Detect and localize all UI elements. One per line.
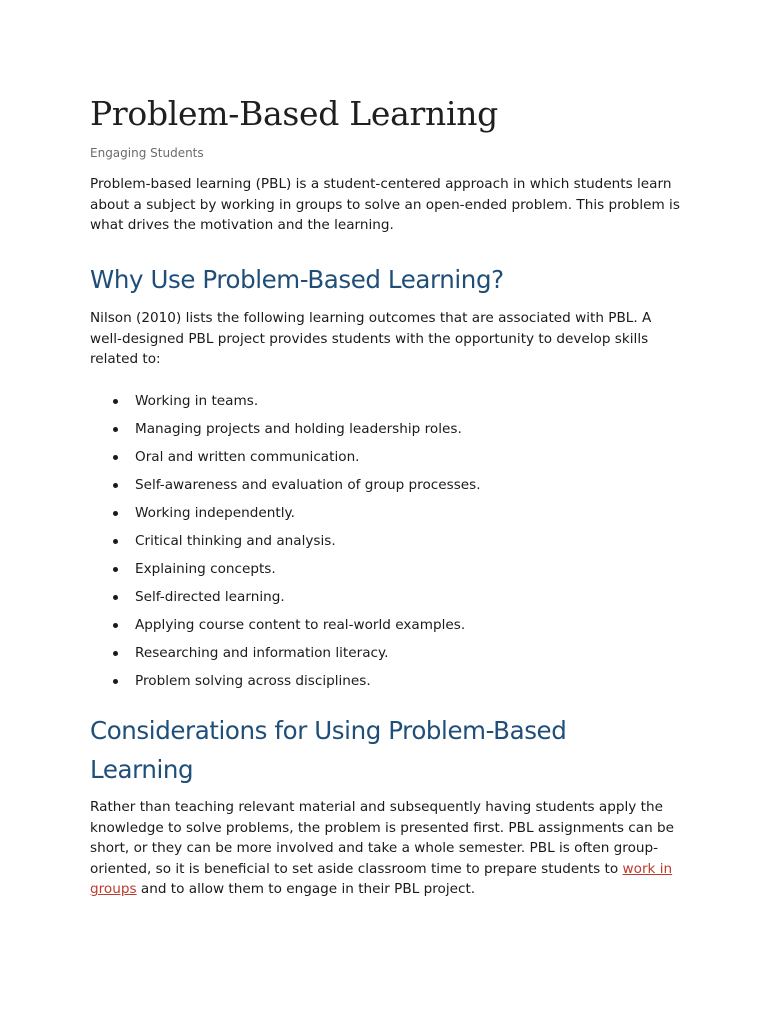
list-item: Self-awareness and evaluation of group processes. bbox=[90, 474, 481, 502]
page-title: Problem-Based Learning bbox=[90, 94, 498, 133]
considerations-paragraph bbox=[90, 797, 682, 900]
section-heading-why: Why Use Problem-Based Learning? bbox=[90, 265, 504, 294]
list-item: Managing projects and holding leadership roles. bbox=[90, 418, 481, 446]
list-item: Researching and information literacy. bbox=[90, 642, 481, 670]
section-heading-considerations: Considerations for Using Problem-Based Learning bbox=[90, 716, 567, 784]
list-item: Oral and written communication. bbox=[90, 446, 481, 474]
page-subtitle: Engaging Students bbox=[90, 146, 204, 160]
why-paragraph: Nilson (2010) lists the following learning outcomes that are associated with PBL. A well-designed PBL project provides students with the opportunity to develop skills related to: bbox=[90, 310, 652, 367]
list-item: Self-directed learning. bbox=[90, 586, 481, 614]
list-item: Working independently. bbox=[90, 502, 481, 530]
list-item: Working in teams. bbox=[90, 390, 481, 418]
list-item: Applying course content to real-world examples. bbox=[90, 614, 481, 642]
work-in-groups-link[interactable]: work in groups bbox=[90, 860, 673, 897]
considerations-text-after-link: and to allow them to engage in their PBL project. bbox=[136, 881, 476, 897]
considerations-text-before-link: Rather than teaching relevant material and subsequently having students apply the knowledge to solve problems, the problem is presented first. PBL assignments can be short, or they can be more involved and take a whole semester. PBL is often group-oriented, so it is beneficial to set aside classroom time to prepare students to bbox=[90, 799, 675, 877]
outcomes-list bbox=[90, 390, 481, 698]
list-item: Critical thinking and analysis. bbox=[90, 530, 481, 558]
intro-paragraph: Problem-based learning (PBL) is a student-centered approach in which students learn about a subject by working in groups to solve an open-ended problem. This problem is what drives the motivation and the learning. bbox=[90, 176, 680, 233]
list-item: Problem solving across disciplines. bbox=[90, 670, 481, 698]
list-item: Explaining concepts. bbox=[90, 558, 481, 586]
